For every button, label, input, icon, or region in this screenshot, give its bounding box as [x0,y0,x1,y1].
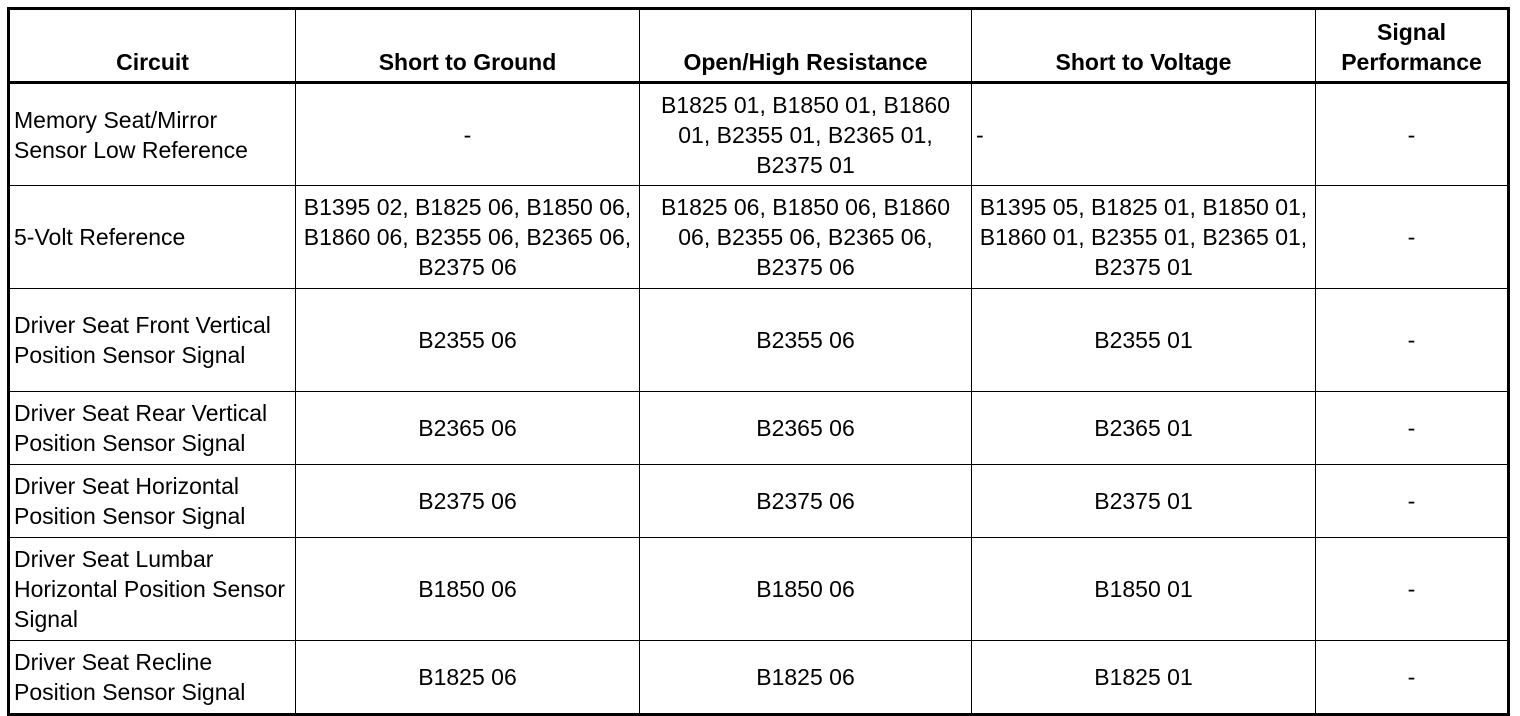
cell-circuit: Driver Seat Recline Position Sensor Signal [9,641,296,715]
cell-short-to-ground: B1825 06 [296,641,640,715]
cell-circuit: Memory Seat/Mirror Sensor Low Reference [9,83,296,186]
dtc-circuit-table [7,7,1510,716]
table-row [9,83,1509,186]
cell-open-high-resistance: B2355 06 [640,289,972,392]
cell-short-to-ground: B1395 02, B1825 06, B1850 06, B1860 06, B2355 06, B2365 06, B2375 06 [296,186,640,289]
cell-signal-performance: - [1316,83,1509,186]
cell-short-to-voltage: B1850 01 [972,538,1316,641]
header-short-to-voltage: Short to Voltage [972,9,1316,83]
header-signal-performance: Signal Performance [1316,9,1509,83]
cell-circuit: Driver Seat Lumbar Horizontal Position Sensor Signal [9,538,296,641]
header-open-high-resistance: Open/High Resistance [640,9,972,83]
cell-signal-performance: - [1316,186,1509,289]
cell-short-to-voltage: B1395 05, B1825 01, B1850 01, B1860 01, B2355 01, B2365 01, B2375 01 [972,186,1316,289]
cell-short-to-voltage: B2365 01 [972,392,1316,465]
cell-short-to-ground: B2355 06 [296,289,640,392]
header-circuit: Circuit [9,9,296,83]
table-header-row [9,9,1509,83]
cell-open-high-resistance: B1825 06, B1850 06, B1860 06, B2355 06, B2365 06, B2375 06 [640,186,972,289]
cell-circuit: Driver Seat Horizontal Position Sensor Signal [9,465,296,538]
cell-circuit: 5-Volt Reference [9,186,296,289]
cell-open-high-resistance: B1850 06 [640,538,972,641]
table-row [9,289,1509,392]
cell-short-to-ground: B1850 06 [296,538,640,641]
cell-open-high-resistance: B2375 06 [640,465,972,538]
table-row [9,186,1509,289]
cell-signal-performance: - [1316,289,1509,392]
table-row [9,538,1509,641]
cell-short-to-voltage: B2375 01 [972,465,1316,538]
cell-signal-performance: - [1316,465,1509,538]
header-short-to-ground: Short to Ground [296,9,640,83]
table-row [9,392,1509,465]
table-row [9,641,1509,715]
cell-short-to-voltage: B1825 01 [972,641,1316,715]
cell-signal-performance: - [1316,538,1509,641]
cell-short-to-ground: B2365 06 [296,392,640,465]
cell-open-high-resistance: B1825 01, B1850 01, B1860 01, B2355 01, B2365 01, B2375 01 [640,83,972,186]
cell-open-high-resistance: B1825 06 [640,641,972,715]
cell-short-to-voltage: - [972,83,1316,186]
cell-short-to-ground: - [296,83,640,186]
cell-circuit: Driver Seat Rear Vertical Position Sensor Signal [9,392,296,465]
cell-circuit: Driver Seat Front Vertical Position Sensor Signal [9,289,296,392]
cell-short-to-voltage: B2355 01 [972,289,1316,392]
cell-short-to-ground: B2375 06 [296,465,640,538]
cell-signal-performance: - [1316,641,1509,715]
table-row [9,465,1509,538]
cell-open-high-resistance: B2365 06 [640,392,972,465]
cell-signal-performance: - [1316,392,1509,465]
